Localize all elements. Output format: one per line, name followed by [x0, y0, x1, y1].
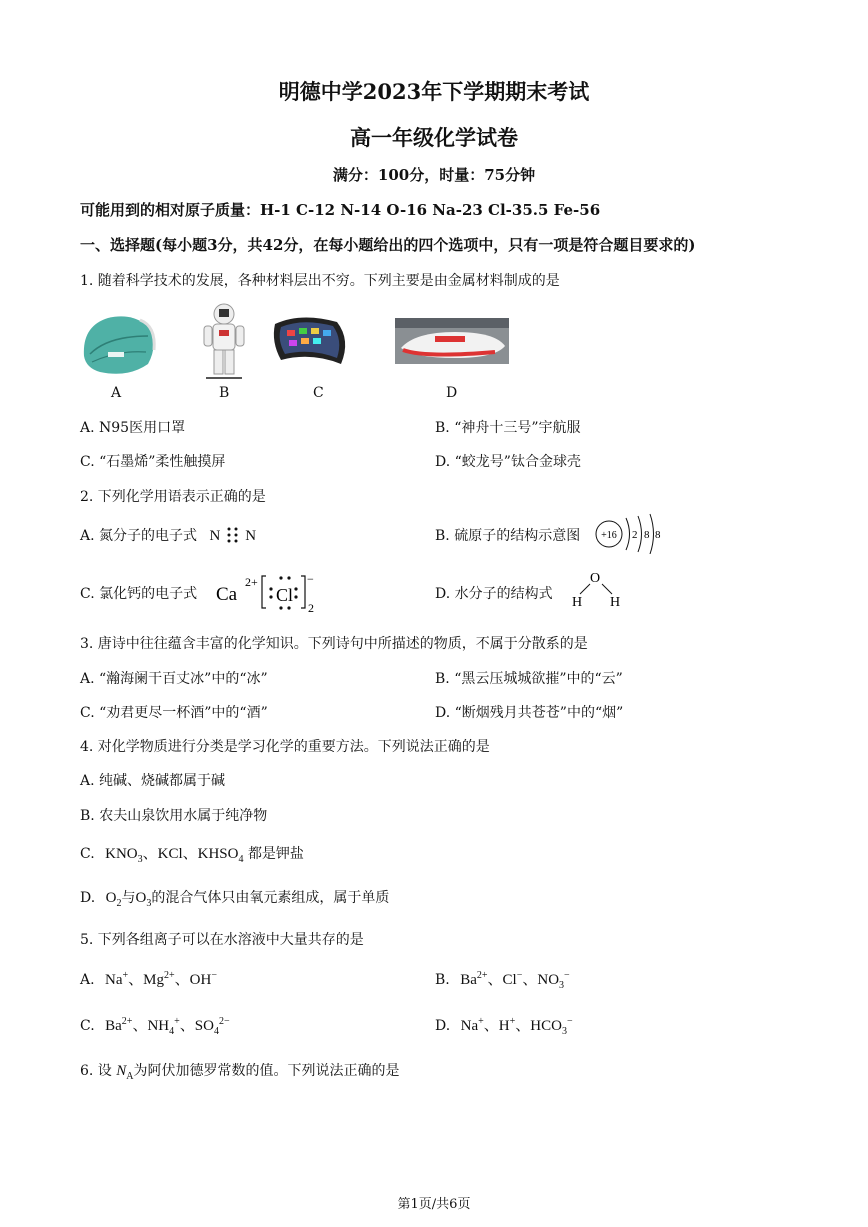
q1-stem: 1. 随着科学技术的发展，各种材料层出不穷。下列主要是由金属材料制成的是 — [80, 273, 560, 289]
no3-sub: 3 — [559, 980, 565, 991]
q2-option-a — [80, 525, 256, 545]
touchscreen-image — [271, 310, 351, 372]
sulfur-atom-diagram — [593, 510, 665, 554]
n2-right-atom: N — [245, 528, 257, 544]
q4-d-text: 的混合气体只由氧元素组成，属于单质 — [151, 890, 390, 906]
oh-ion: OH — [189, 972, 212, 988]
submersible-image — [395, 318, 509, 364]
hydrogen-atom-1: H — [572, 595, 583, 608]
sep: 、 — [179, 1018, 195, 1034]
nh4-charge: + — [174, 1016, 180, 1027]
q5-d-label: D. — [435, 1018, 451, 1034]
mg-ion: Mg — [143, 972, 165, 988]
ba-ion: Ba — [105, 1018, 122, 1034]
q2-option-b — [435, 525, 580, 545]
hco3-sub: 3 — [561, 1026, 567, 1037]
q2-option-d — [435, 583, 553, 603]
page-footer: 第1页/共6页 — [397, 1197, 471, 1212]
hydrogen-atom-2: H — [610, 595, 621, 608]
no3-ion: NO — [537, 972, 560, 988]
kcl-khso4: 、KCl、KHSO — [142, 846, 239, 862]
oh-charge: − — [211, 970, 217, 981]
q6-pre: 6. 设 — [80, 1063, 112, 1079]
triple-bond-dots — [225, 526, 241, 544]
sep: 、 — [483, 1018, 499, 1034]
oxygen-atom: O — [590, 571, 601, 586]
q6-stem — [80, 1060, 400, 1082]
cl-subscript: 2 — [308, 601, 314, 614]
q5-option-b — [435, 968, 570, 991]
cl-ion: Cl — [502, 972, 517, 988]
section-heading: 一、选择题(每小题3分，共42分，在每小题给出的四个选项中，只有一项是符合题目要求的) — [80, 236, 696, 254]
nucleus-label: +16 — [601, 530, 617, 541]
q3-option-d: D. “断烟残月共苍苍”中的“烟” — [435, 705, 624, 721]
n2-left-atom: N — [209, 528, 221, 544]
kno3-sub: 3 — [137, 854, 143, 865]
q2-option-c — [80, 583, 197, 603]
q2-option-d-text: D. 水分子的结构式 — [435, 586, 553, 602]
cl-charge: − — [516, 970, 523, 981]
mg-charge: 2+ — [164, 970, 175, 981]
cl-charge: − — [307, 572, 314, 586]
q4-c-formula — [105, 846, 244, 865]
q1-option-a: A. N95医用口罩 — [80, 420, 186, 436]
exam-title: 明德中学2023年下学期期末考试 — [278, 79, 590, 104]
q4-d-label: D. — [80, 890, 96, 906]
hco3-ion: HCO — [530, 1018, 562, 1034]
ba-charge: 2+ — [476, 970, 488, 981]
q2-option-a-text: A. 氮分子的电子式 — [80, 528, 198, 544]
q5-b-label: B. — [435, 972, 450, 988]
nh4-sub: 4 — [169, 1026, 175, 1037]
q3-option-c: C. “劝君更尽一杯酒”中的“酒” — [80, 705, 268, 721]
o2: O — [105, 890, 117, 906]
q1-option-d: D. “蛟龙号”钛合金球壳 — [435, 454, 581, 470]
hco3-charge: − — [566, 1016, 573, 1027]
q5-stem: 5. 下列各组离子可以在水溶液中大量共存的是 — [80, 932, 364, 948]
so4-charge: 2− — [218, 1016, 230, 1027]
khso4-sub: 4 — [238, 854, 244, 865]
q4-option-d — [80, 887, 389, 909]
ba-ion: Ba — [460, 972, 477, 988]
q1-caption-b: B — [219, 385, 230, 401]
q5-option-d — [435, 1014, 573, 1037]
sep: 、 — [132, 1018, 148, 1034]
cacl2-electron-formula — [214, 570, 324, 614]
cl-symbol: Cl — [276, 585, 294, 605]
q1-caption-d: D — [446, 385, 458, 401]
q4-option-a: A. 纯碱、烧碱都属于碱 — [80, 773, 226, 789]
q2-option-b-text: B. 硫原子的结构示意图 — [435, 528, 581, 544]
q4-c-text: 都是钾盐 — [247, 846, 304, 862]
q4-option-b: B. 农夫山泉饮用水属于纯净物 — [80, 808, 268, 824]
ba-charge: 2+ — [121, 1016, 133, 1027]
kno3: KNO — [105, 846, 138, 862]
q5-c-label: C. — [80, 1018, 95, 1034]
shell-2-count: 8 — [644, 529, 650, 541]
q4-stem: 4. 对化学物质进行分类是学习化学的重要方法。下列说法正确的是 — [80, 739, 490, 755]
exam-subtitle: 高一年级化学试卷 — [350, 125, 518, 150]
nh4-ion: NH — [147, 1018, 170, 1034]
o3: O — [135, 890, 147, 906]
sep: 、 — [515, 1018, 531, 1034]
na-charge: + — [478, 1016, 484, 1027]
so4-sub: 4 — [213, 1026, 219, 1037]
sep: 、 — [487, 972, 503, 988]
sep: 、 — [174, 972, 190, 988]
na-charge: + — [122, 970, 129, 981]
q6-post: 为阿伏加德罗常数的值。下列说法正确的是 — [133, 1063, 400, 1079]
h-ion: H — [498, 1018, 510, 1034]
atomic-masses: 可能用到的相对原子质量：H-1 C-12 N-14 O-16 Na-23 Cl-35.5 Fe-56 — [80, 201, 601, 219]
spacesuit-image — [200, 300, 248, 380]
q1-caption-a: A — [111, 385, 122, 401]
o3-sub: 3 — [146, 898, 152, 909]
q4-c-label: C. — [80, 846, 95, 862]
shell-3-count: 8 — [655, 529, 661, 541]
q3-stem: 3. 唐诗中往往蕴含丰富的化学知识。下列诗句中所描述的物质，不属于分散系的是 — [80, 636, 588, 652]
avogadro-n: N — [116, 1063, 127, 1079]
q1-option-c: C. “石墨烯”柔性触摸屏 — [80, 454, 226, 470]
q3-option-b: B. “黑云压城城欲摧”中的“云” — [435, 671, 623, 687]
sep: 、 — [522, 972, 538, 988]
na-ion: Na — [105, 972, 123, 988]
q2-stem: 2. 下列化学用语表示正确的是 — [80, 489, 266, 505]
q1-caption-c: C — [313, 385, 324, 401]
so4-ion: SO — [194, 1018, 214, 1034]
na-ion: Na — [460, 1018, 479, 1034]
q1-option-b: B. “神舟十三号”宇航服 — [435, 420, 581, 436]
shell-1-count: 2 — [632, 529, 638, 541]
ca-symbol: Ca — [216, 584, 238, 605]
o2-sub: 2 — [116, 898, 122, 909]
q5-a-label: A. — [80, 972, 95, 988]
q2-option-c-text: C. 氯化钙的电子式 — [80, 586, 198, 602]
no3-charge: − — [564, 970, 570, 981]
q4-d-with: 与 — [121, 890, 136, 906]
ca-charge: 2+ — [245, 575, 258, 589]
q4-option-c — [80, 842, 304, 865]
sep: 、 — [128, 972, 144, 988]
score-time: 满分：100分，时量：75分钟 — [332, 166, 536, 184]
mask-image — [78, 306, 158, 376]
water-structural-formula — [568, 568, 630, 608]
q3-option-a: A. “瀚海阑干百丈冰”中的“冰” — [80, 671, 268, 687]
q5-option-c — [80, 1014, 230, 1037]
q5-option-a — [80, 968, 217, 989]
h-charge: + — [509, 1016, 516, 1027]
avogadro-sub: A — [126, 1071, 134, 1082]
